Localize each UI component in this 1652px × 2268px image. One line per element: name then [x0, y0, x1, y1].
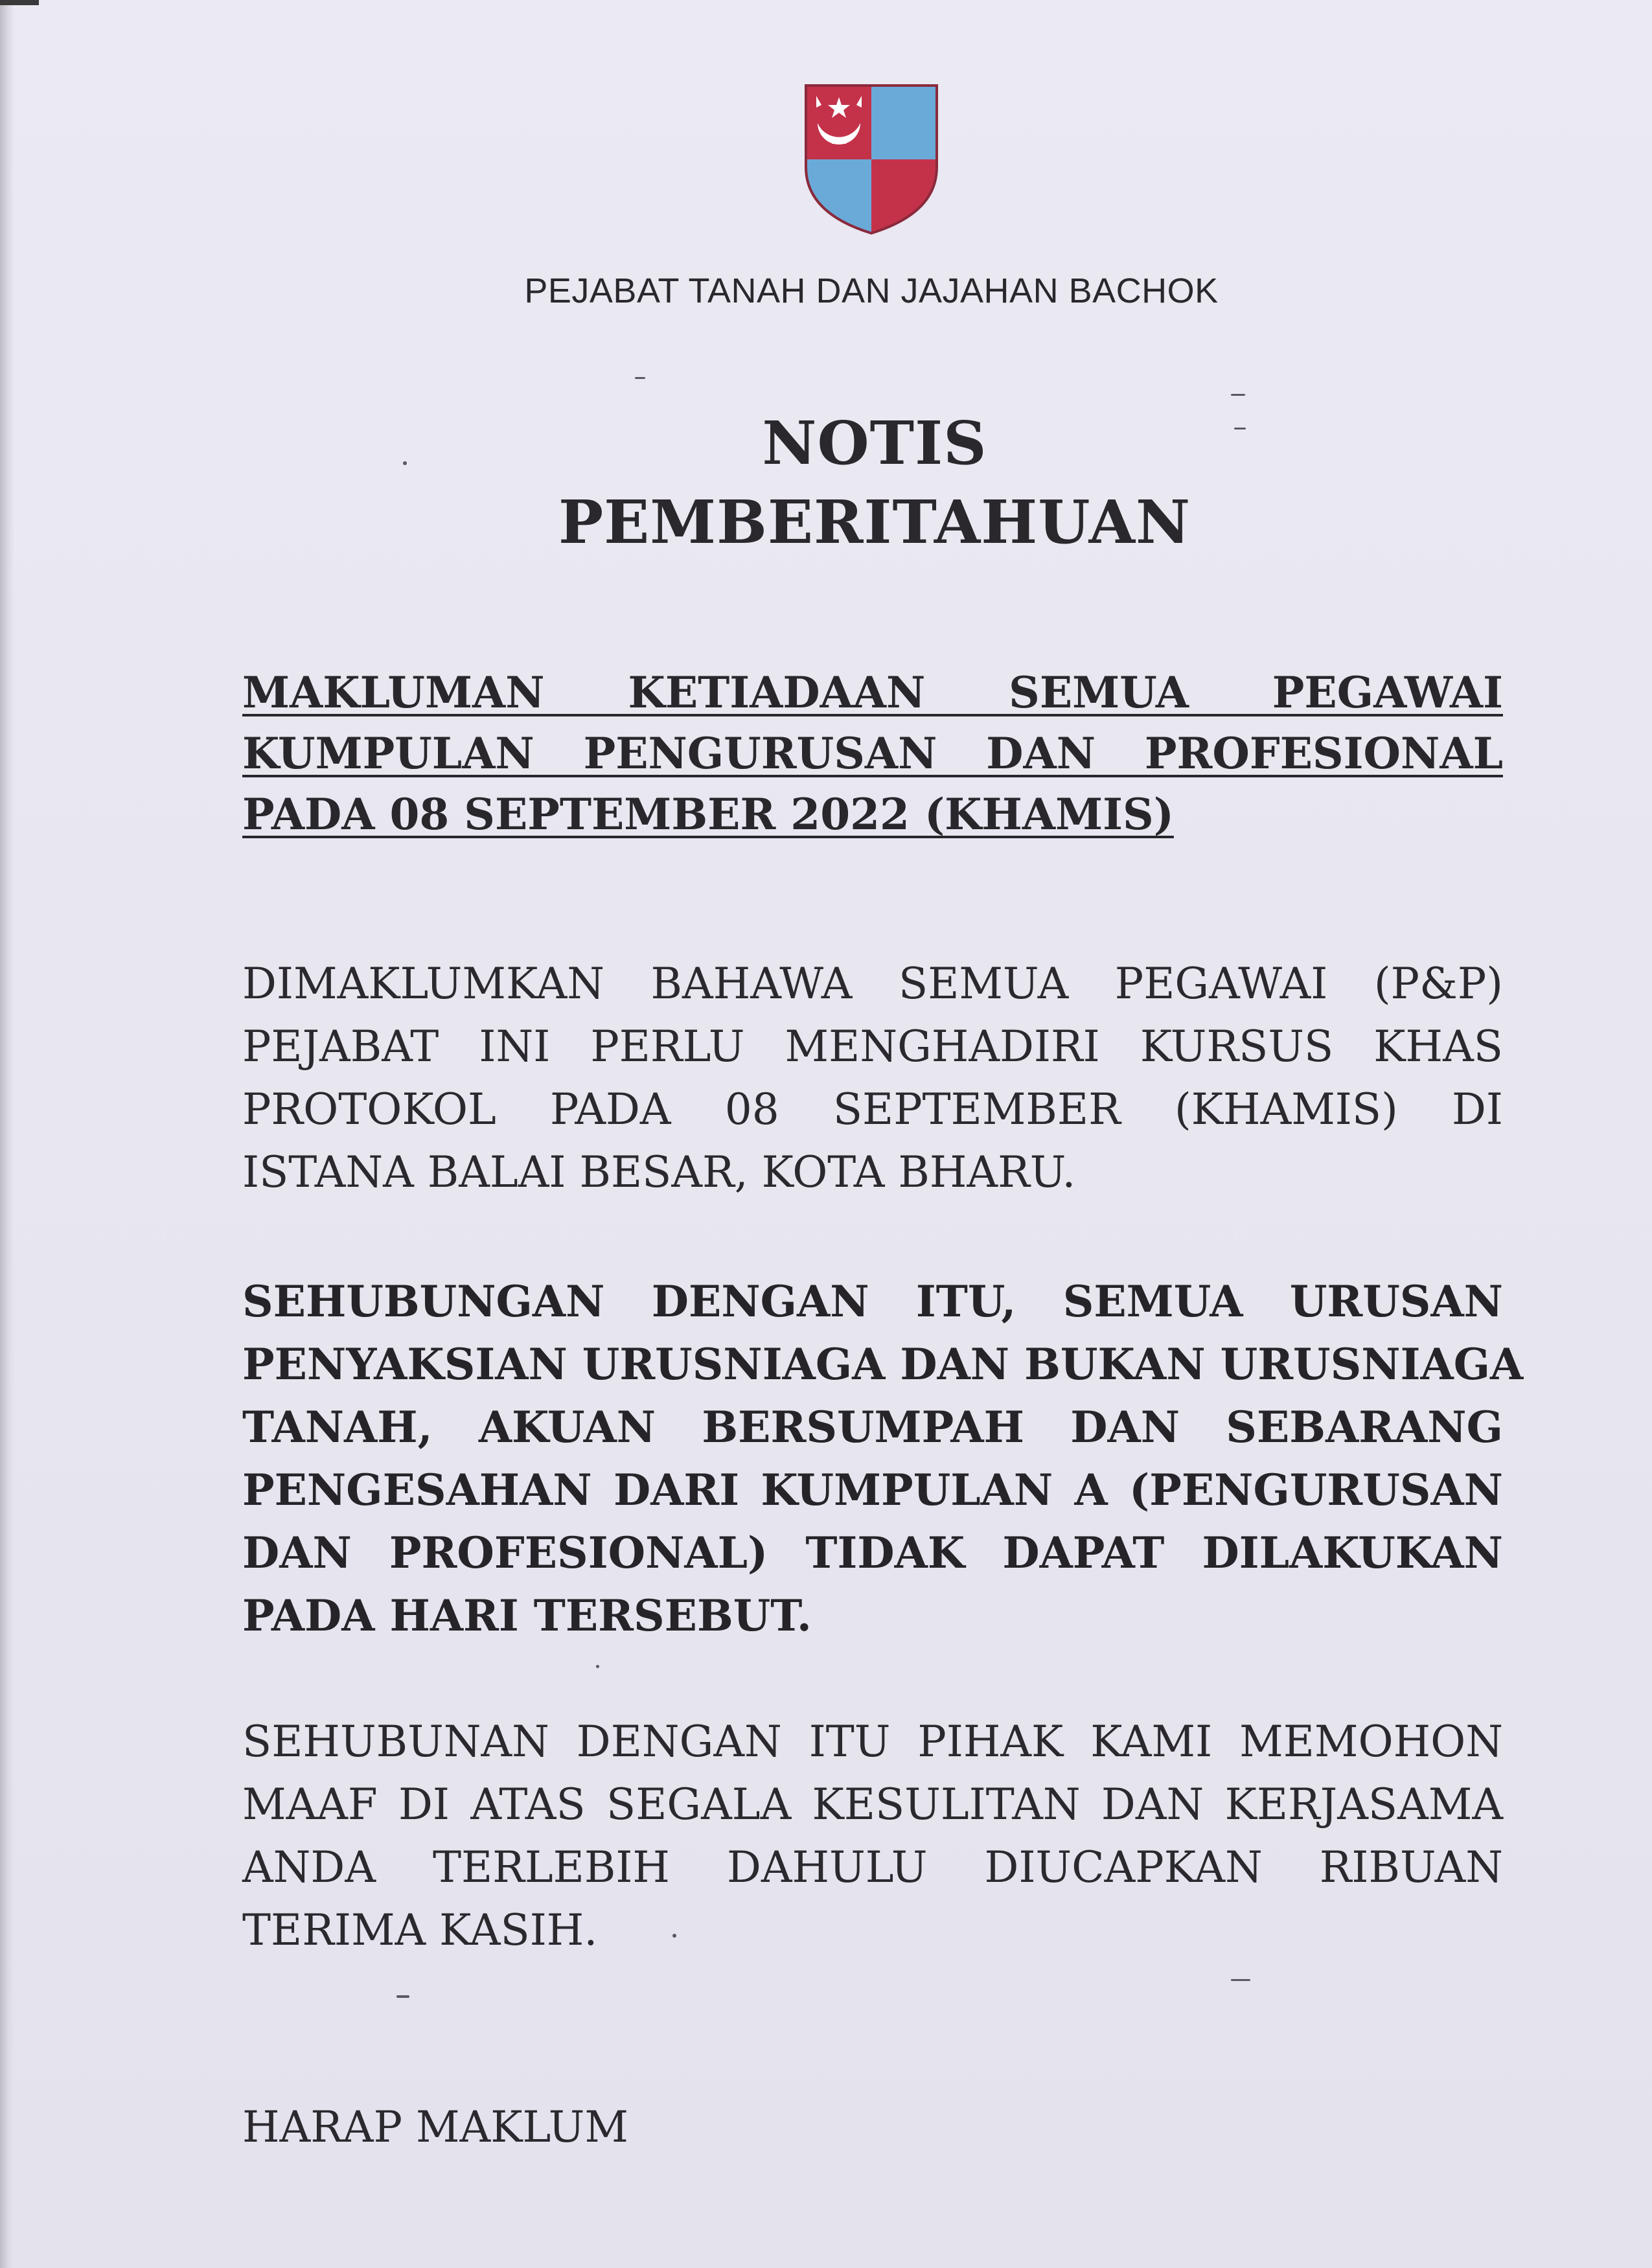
- paragraph-line: DAN PROFESIONAL) TIDAK DAPAT DILAKUKAN: [242, 1528, 1503, 1578]
- paragraph-line: PEJABAT INI PERLU MENGHADIRI KURSUS KHAS: [242, 1022, 1503, 1071]
- paragraph-line: PADA HARI TERSEBUT.: [242, 1590, 812, 1641]
- office-name: PEJABAT TANAH DAN JAJAHAN BACHOK: [524, 271, 1219, 310]
- subject-line: PADA 08 SEPTEMBER 2022 (KHAMIS): [242, 789, 1174, 840]
- paragraph-line: TERIMA KASIH.: [242, 1905, 598, 1955]
- subject-heading: [242, 667, 1503, 850]
- paragraph-services-unavailable: [242, 1276, 1524, 1653]
- paragraph-line: TANAH, AKUAN BERSUMPAH DAN SEBARANG: [242, 1402, 1503, 1452]
- paragraph-course-info: [242, 959, 1503, 1210]
- paragraph-line: PENGESAHAN DARI KUMPULAN A (PENGURUSAN: [242, 1465, 1503, 1515]
- scan-speck: [596, 1665, 599, 1668]
- kelantan-shield-crest-icon: [803, 83, 939, 236]
- scan-speck: [635, 377, 645, 379]
- paragraph-line: DIMAKLUMKAN BAHAWA SEMUA PEGAWAI (P&P): [242, 959, 1503, 1009]
- paragraph-line: SEHUBUNGAN DENGAN ITU, SEMUA URUSAN: [242, 1276, 1503, 1327]
- scan-speck: [396, 1995, 409, 1998]
- scan-speck: [1234, 428, 1246, 430]
- scan-speck: [672, 1934, 676, 1938]
- scan-edge-shadow: [0, 0, 14, 2268]
- scan-corner-mark: [0, 0, 39, 5]
- scan-speck: [403, 461, 407, 465]
- paragraph-line: SEHUBUNAN DENGAN ITU PIHAK KAMI MEMOHON: [242, 1717, 1503, 1767]
- scan-speck: [1231, 1979, 1250, 1981]
- notice-title: NOTIS: [762, 408, 987, 478]
- notice-subtitle: PEMBERITAHUAN: [558, 487, 1191, 557]
- paragraph-line: MAAF DI ATAS SEGALA KESULITAN DAN KERJASAMA: [242, 1780, 1503, 1829]
- subject-line: KUMPULAN PENGURUSAN DAN PROFESIONAL: [242, 728, 1503, 779]
- closing-remark: HARAP MAKLUM: [242, 2102, 628, 2152]
- paragraph-line: ISTANA BALAI BESAR, KOTA BHARU.: [242, 1147, 1076, 1197]
- scan-speck: [1231, 394, 1245, 396]
- paragraph-line: ANDA TERLEBIH DAHULU DIUCAPKAN RIBUAN: [242, 1842, 1503, 1892]
- paragraph-line: PENYAKSIAN URUSNIAGA DAN BUKAN URUSNIAGA: [242, 1339, 1524, 1390]
- subject-line: MAKLUMAN KETIADAAN SEMUA PEGAWAI: [242, 667, 1503, 718]
- paragraph-apology: [242, 1717, 1503, 1968]
- paragraph-line: PROTOKOL PADA 08 SEPTEMBER (KHAMIS) DI: [242, 1084, 1503, 1134]
